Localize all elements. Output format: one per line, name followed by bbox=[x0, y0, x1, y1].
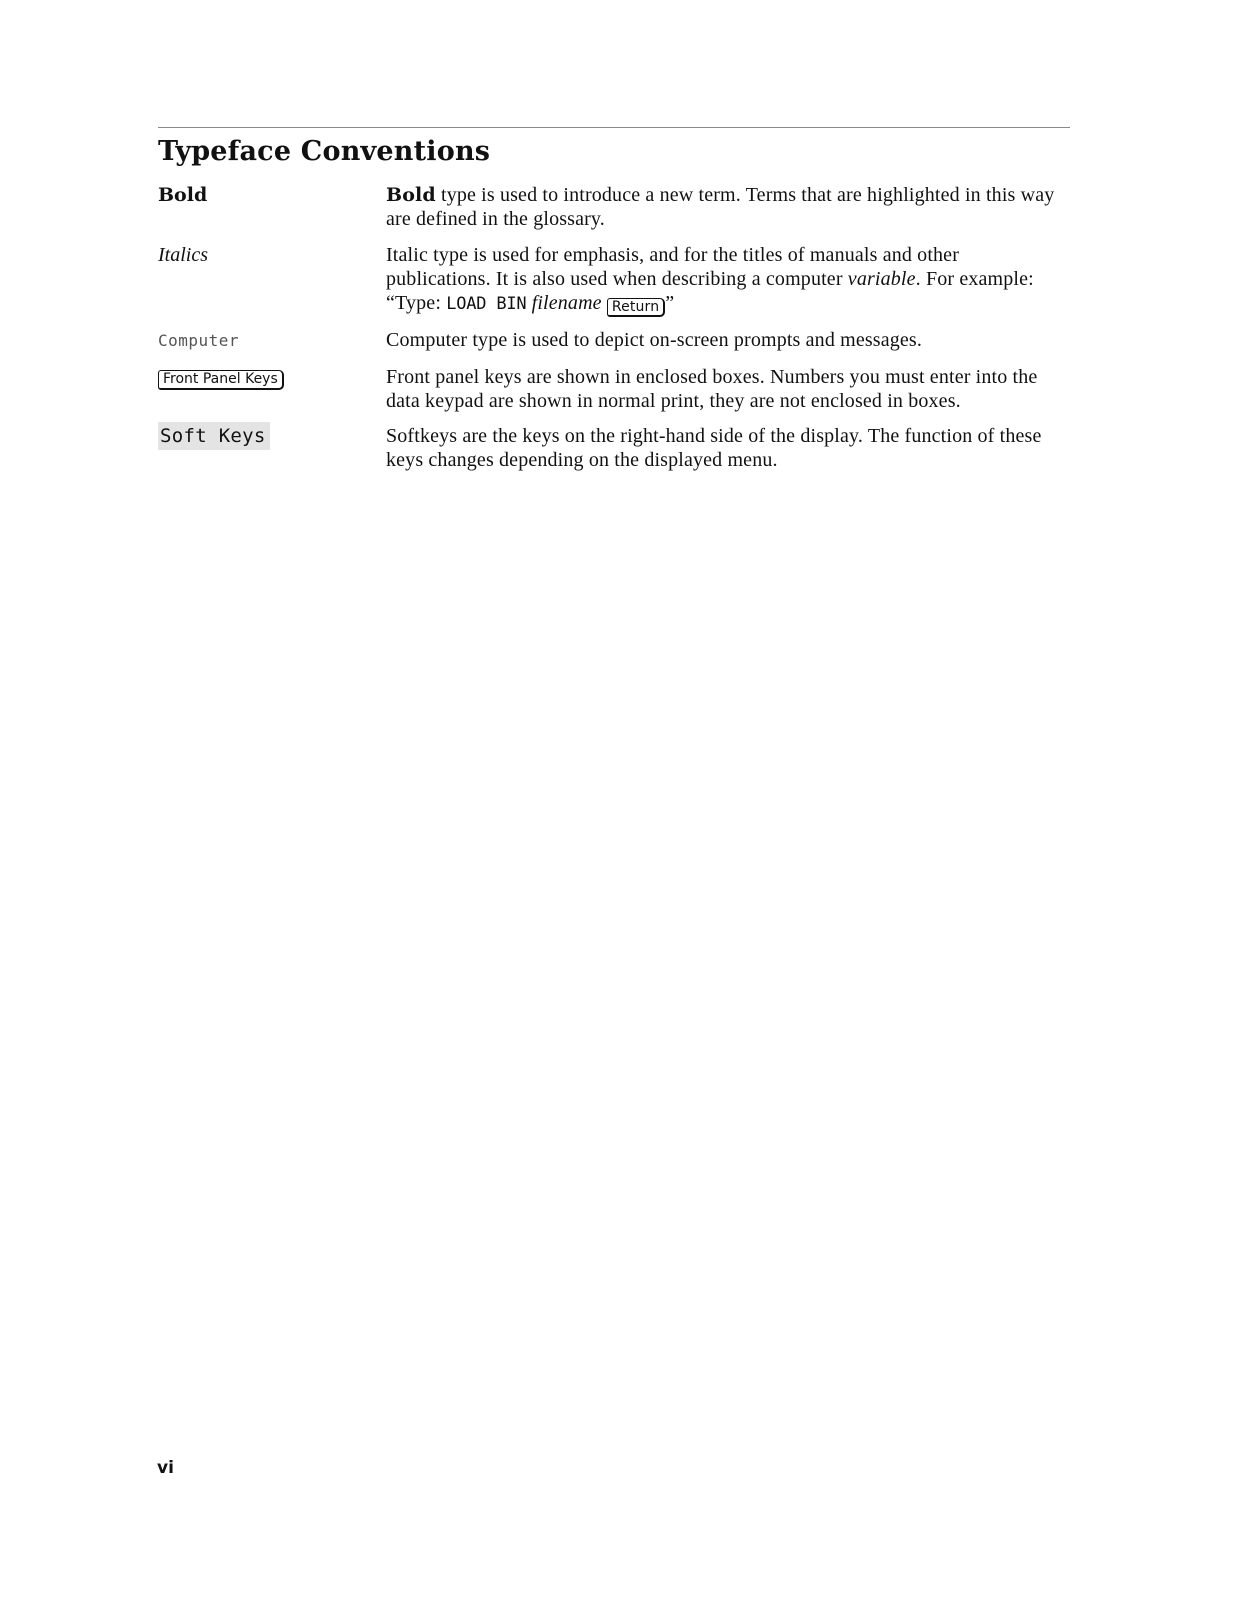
description-soft-keys: Softkeys are the keys on the right-hand side of the display. The function of these keys changes depending on the displayed menu. bbox=[386, 425, 1042, 471]
desc-italic-filename: filename bbox=[531, 292, 602, 314]
desc-italic-variable: variable bbox=[847, 268, 916, 290]
heading-rule bbox=[158, 127, 1070, 128]
term-computer: Computer bbox=[158, 331, 240, 350]
desc-text: type is used to introduce a new term. Terms that are highlighted in this way are defined in the glossary. bbox=[386, 184, 1055, 230]
desc-text: ” bbox=[665, 292, 675, 314]
term-cell bbox=[158, 328, 386, 353]
return-key-box: Return bbox=[607, 298, 665, 317]
desc-text: . For example: “Type: bbox=[386, 268, 1034, 314]
term-bold: Bold bbox=[158, 184, 208, 206]
convention-row-bold bbox=[158, 183, 1068, 231]
page-number: vi bbox=[157, 1458, 174, 1478]
term-front-panel-keys: Front Panel Keys bbox=[158, 370, 284, 390]
term-cell bbox=[158, 243, 386, 267]
description-bold bbox=[386, 183, 1066, 231]
term-cell bbox=[158, 365, 386, 390]
convention-row-italics bbox=[158, 243, 1068, 317]
term-cell bbox=[158, 183, 386, 207]
convention-row-computer bbox=[158, 328, 1068, 353]
description-computer: Computer type is used to depict on-screen prompts and messages. bbox=[386, 329, 923, 351]
term-cell bbox=[158, 424, 386, 450]
page-content bbox=[158, 127, 1068, 472]
term-soft-keys: Soft Keys bbox=[158, 422, 270, 450]
convention-row-front-panel-keys bbox=[158, 365, 1068, 413]
desc-text: Italic type is used for emphasis, and for the titles of manuals and other publications. It is also used when describing a computer bbox=[386, 244, 960, 290]
convention-row-soft-keys bbox=[158, 424, 1068, 472]
description-italics bbox=[386, 243, 1066, 317]
desc-mono-command: LOAD BIN bbox=[446, 294, 527, 314]
description-front-panel-keys: Front panel keys are shown in enclosed boxes. Numbers you must enter into the data keypad are shown in normal print, they are not enclosed in boxes. bbox=[386, 366, 1038, 412]
term-italics: Italics bbox=[158, 244, 208, 266]
desc-lead-bold: Bold bbox=[386, 184, 436, 206]
page-title: Typeface Conventions bbox=[158, 136, 491, 167]
